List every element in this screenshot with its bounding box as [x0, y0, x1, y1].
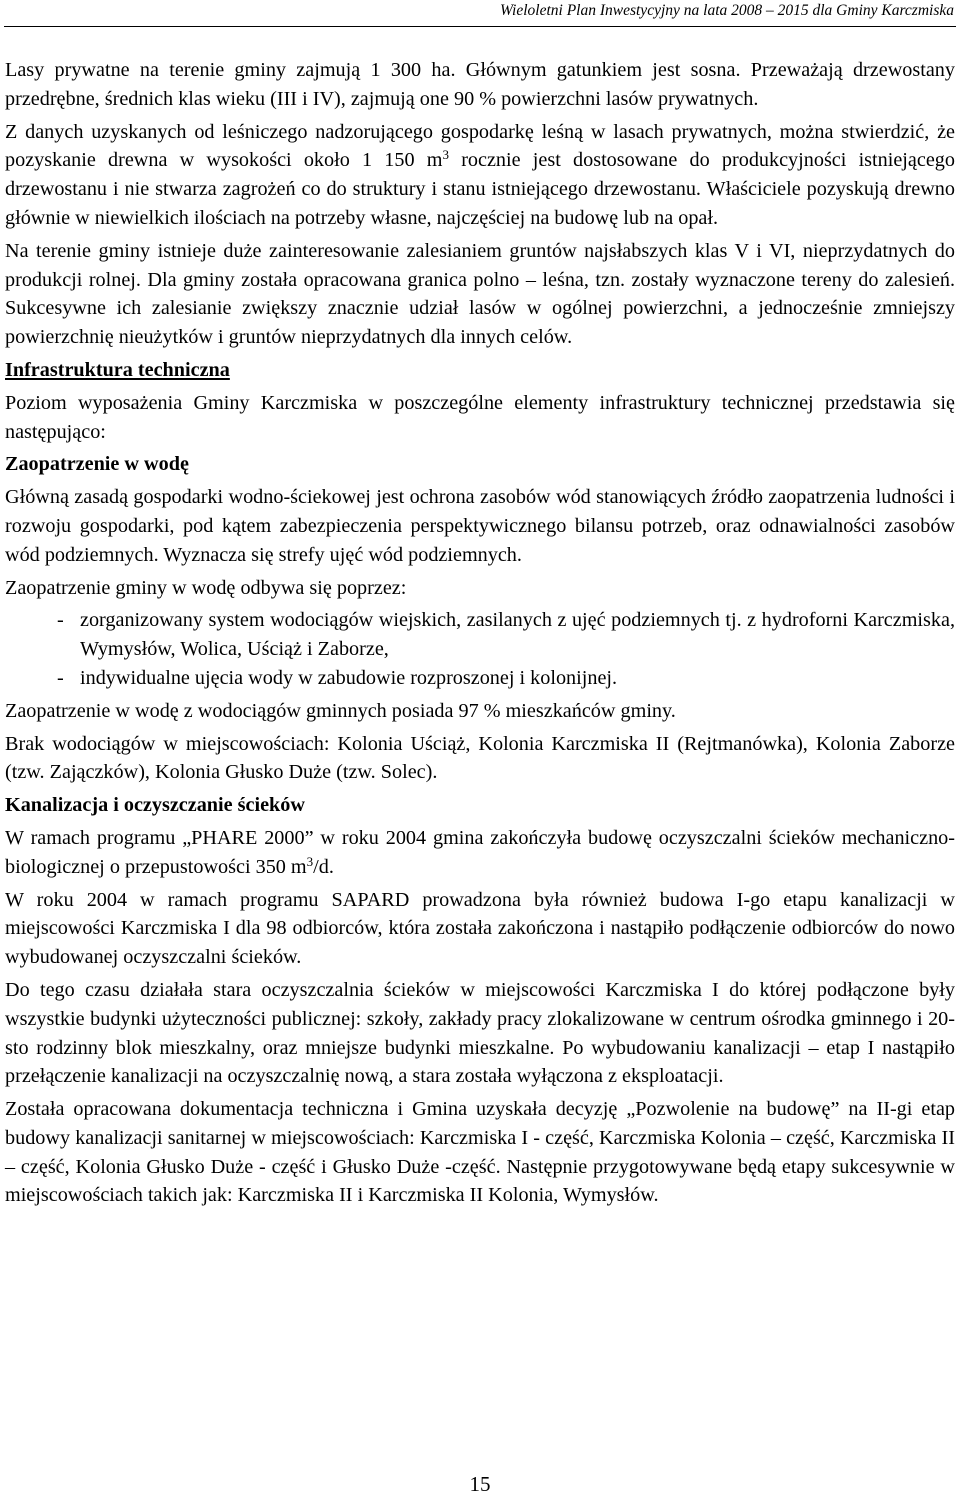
heading-water-supply: Zaopatrzenie w wodę — [5, 453, 189, 476]
paragraph-sapard-program: W roku 2004 w ramach programu SAPARD prowadzona była również budowa I-go etapu kanalizacji w miejscowości Karczmiska I dla 98 odbiorców, która została zakończona i nastąpiło podłączenie odbiorców do nowo wybudowanej oczyszczalni ścieków. — [5, 888, 955, 969]
paragraph-old-treatment-plant: Do tego czasu działała stara oczyszczalnia ścieków w miejscowości Karczmiska I do której podłączone były wszystkie budynki użyteczności publicznej: szkoły, zakłady pracy zlokalizowane w centrum ośrodka gminnego i 20-sto rodzinny blok mieszkalny, oraz mniejsze budynki mieszkalne. Po wybudowaniu kanalizacji – etap I nastąpiło przełączenie kanalizacji na oczyszczalnię nową, a stara została wyłączona z eksploatacji. — [5, 978, 955, 1088]
paragraph-phare-part-2: /d. — [313, 855, 334, 878]
paragraph-private-forests: Lasy prywatne na terenie gminy zajmują 1 300 ha. Głównym gatunkiem jest sosna. Przeważają drzewostany przedrębne, średnich klas wieku (III i IV), zajmują one 90 % powierzchni lasów prywatnych. — [5, 59, 955, 110]
paragraph-phare-part-1: W ramach programu „PHARE 2000” w roku 2004 gmina zakończyła budowę oczyszczalni ścieków mechaniczno-biologicznej o przepustowości 350 m — [5, 826, 955, 878]
heading-sewage: Kanalizacja i oczyszczanie ścieków — [5, 794, 305, 817]
header-title: Wieloletni Plan Inwestycyjny na lata 2008 – 2015 dla Gminy Karczmiska — [499, 2, 954, 19]
page-header — [0, 0, 960, 32]
heading-infrastructure-text: Infrastruktura techniczna — [5, 358, 230, 381]
paragraph-wood-harvest-part-1: Z danych uzyskanych od leśniczego nadzorującego gospodarkę leśną w lasach prywatnych, można stwierdzić, że pozyskanie drewna w wysokości około 1 150 m — [5, 120, 955, 172]
paragraph-phare-program — [5, 824, 955, 882]
page-number: 15 — [469, 1472, 491, 1496]
list-item — [5, 664, 955, 693]
heading-infrastructure — [5, 356, 955, 385]
paragraph-missing-water-supply: Brak wodociągów w miejscowościach: Kolonia Uściąż, Kolonia Karczmiska II (Rejtmanówka), Kolonia Zaborze (tzw. Zajączków), Kolonia Głusko Duże (tzw. Solec). — [5, 732, 955, 784]
list-dash: - — [57, 666, 64, 689]
document-body — [5, 56, 955, 1214]
paragraph-infrastructure-intro: Poziom wyposażenia Gminy Karczmiska w poszczególne elementy infrastruktury technicznej przedstawia się następująco: — [5, 391, 955, 443]
paragraph-water-principle: Główną zasadą gospodarki wodno-ściekowej jest ochrona zasobów wód stanowiących źródło zaopatrzenia ludności i rozwoju gospodarki, pod kątem zabezpieczenia perspektywicznego bilansu potrzeb, oraz odnawialności zasobów wód podziemnych. Wyznacza się strefy ujęć wód podziemnych. — [5, 486, 955, 566]
paragraph-wood-harvest-part-2: rocznie jest dostosowane do produkcyjności istniejącego drzewostanu i nie stwarza zagrożeń co do struktury i stanu istniejącego drzewostanu. Właściciele pozyskują drewno głównie w niewielkich ilościach na potrzeby własne, najczęściej na budowę lub na opał. — [5, 149, 955, 229]
paragraph-water-methods-intro: Zaopatrzenie gminy w wodę odbywa się poprzez: — [5, 576, 407, 599]
superscript-cubic: 3 — [306, 853, 314, 869]
paragraph-wood-harvest — [5, 118, 955, 233]
paragraph-afforestation: Na terenie gminy istnieje duże zainteresowanie zalesianiem gruntów najsłabszych klas V i VI, nieprzydatnych do produkcji rolnej. Dla gminy została opracowana granica polno – leśna, tzn. zostały wyznaczone tereny do zalesień. Sukcesywne ich zalesianie zwiększy znacznie udział lasów w ogólnej powierzchni, a jednocześnie zmniejszy powierzchnię nieużytków i gruntów nieprzydatnych dla innych celów. — [5, 239, 955, 349]
list-dash: - — [57, 609, 64, 632]
paragraph-water-coverage: Zaopatrzenie w wodę z wodociągów gminnych posiada 97 % mieszkańców gminy. — [5, 699, 676, 722]
list-item-text: indywidualne ujęcia wody w zabudowie rozproszonej i kolonijnej. — [80, 666, 618, 689]
water-supply-list — [5, 606, 955, 692]
superscript-cubic: 3 — [442, 147, 449, 163]
paragraph-building-permit: Została opracowana dokumentacja techniczna i Gmina uzyskała decyzję „Pozwolenie na budowę” na II-gi etap budowy kanalizacji sanitarnej w miejscowościach: Karczmiska I - część, Karczmiska Kolonia – część, Karczmiska II – część, Kolonia Głusko Duże - część i Głusko Duże -część. Następnie przygotowywane będą etapy sukcesywnie w miejscowościach takich jak: Karczmiska II i Karczmiska II Kolonia, Wymysłów. — [5, 1098, 955, 1207]
list-item-text: zorganizowany system wodociągów wiejskich, zasilanych z ujęć podziemnych tj. z hydroforni Karczmiska, Wymysłów, Wolica, Uściąż i Zaborze, — [80, 609, 955, 661]
list-item — [5, 606, 955, 664]
header-rule — [4, 26, 956, 27]
